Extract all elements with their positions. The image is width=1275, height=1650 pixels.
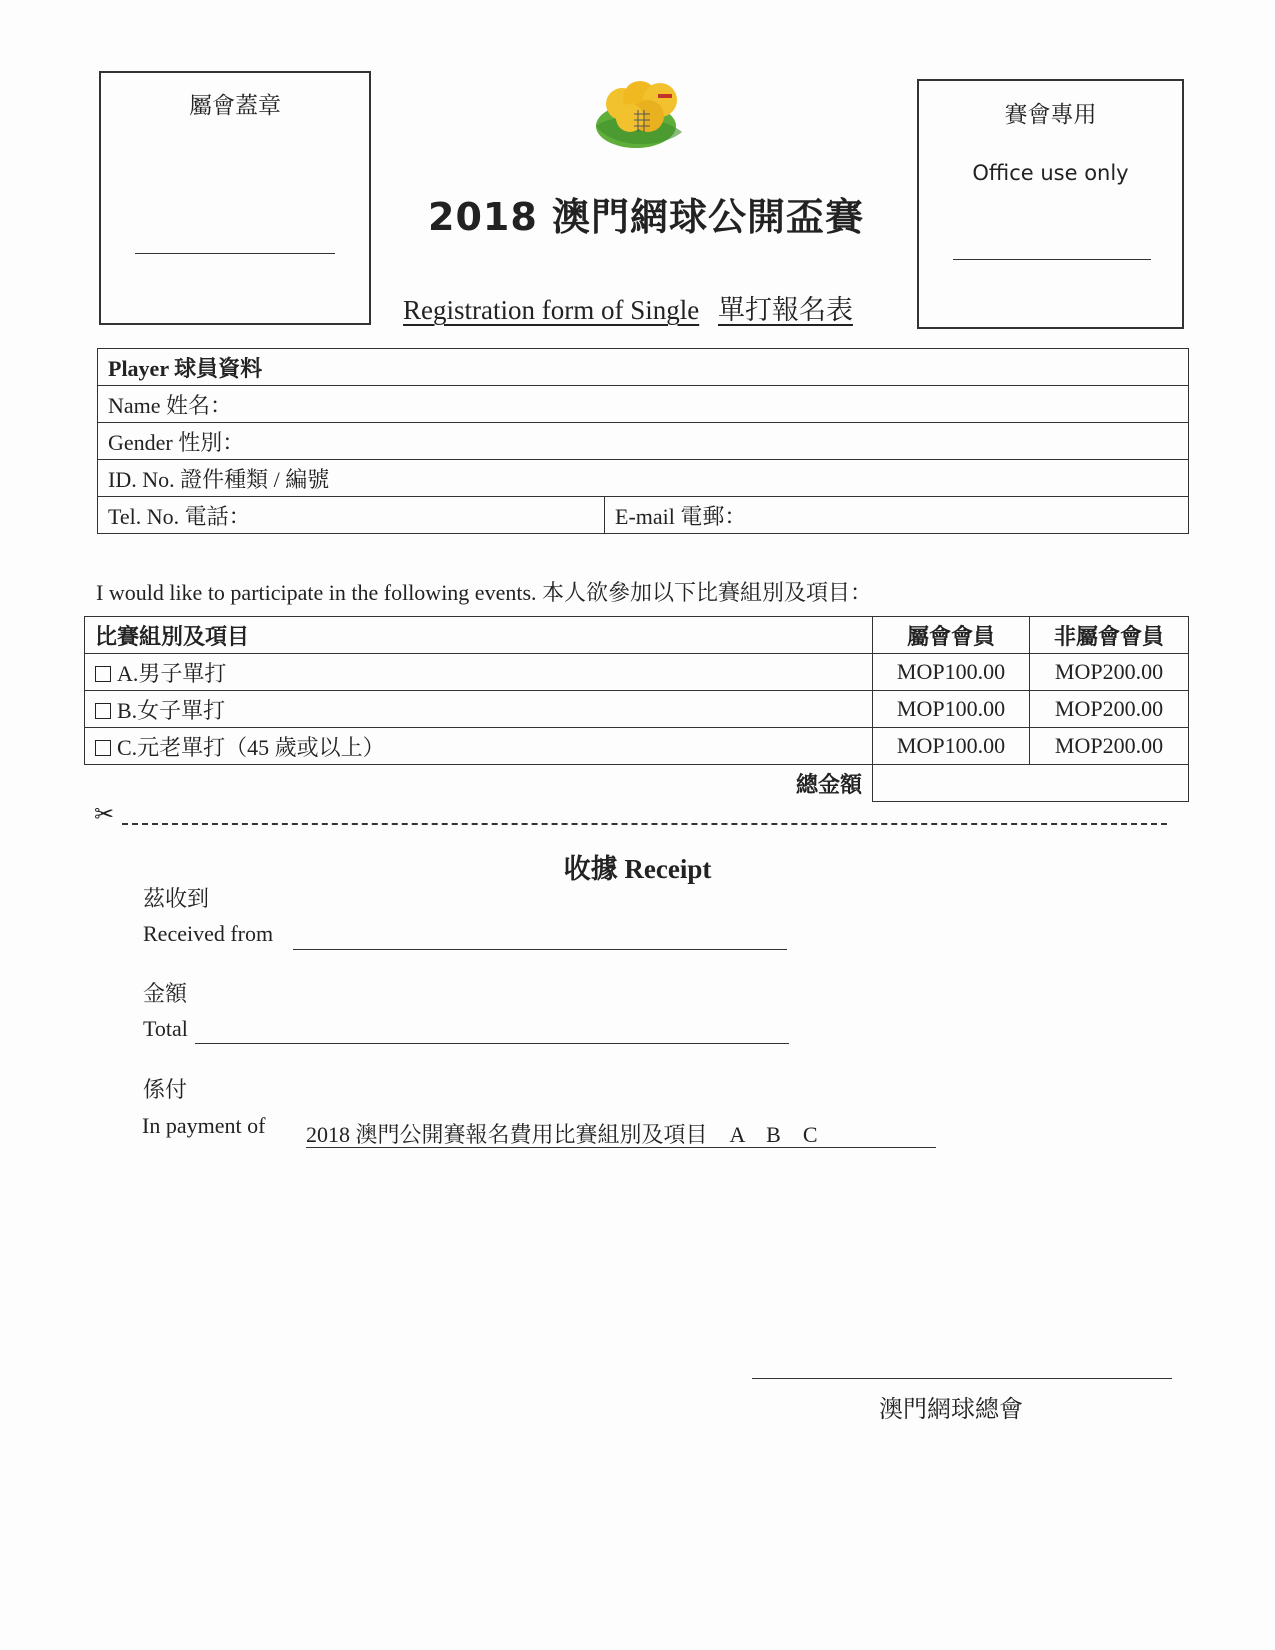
- event-b-checkbox[interactable]: [95, 703, 111, 719]
- cut-line: [122, 823, 1167, 825]
- form-subtitle-zh: 單打報名表: [717, 295, 853, 325]
- total-amount-field[interactable]: [873, 765, 1189, 802]
- gender-field[interactable]: Gender 性別：: [98, 423, 1189, 460]
- table-row: [85, 691, 1189, 728]
- name-field[interactable]: Name 姓名：: [98, 386, 1189, 423]
- received-from-label-zh: 茲收到: [143, 886, 210, 911]
- club-stamp-label: 屬會蓋章: [189, 93, 281, 118]
- total-line[interactable]: [195, 1043, 789, 1044]
- payment-label-zh: 係付: [143, 1077, 188, 1102]
- event-a-checkbox[interactable]: [95, 666, 111, 682]
- total-amount-label: 總金額: [795, 771, 862, 797]
- received-from-line[interactable]: [293, 949, 787, 950]
- form-subtitle: [403, 288, 853, 327]
- event-c-checkbox[interactable]: [95, 740, 111, 756]
- event-c-label: C.元老單打（45 歲或以上）: [117, 734, 385, 760]
- events-header-category: 比賽組別及項目: [85, 617, 873, 654]
- receipt-title: 收據 Receipt: [563, 854, 712, 884]
- table-row: [85, 728, 1189, 765]
- event-b-non-member-fee: MOP200.00: [1030, 691, 1189, 728]
- office-use-signature-line: [953, 259, 1151, 260]
- club-stamp-box: [99, 71, 371, 325]
- player-info-header: Player 球員資料: [98, 349, 1189, 386]
- event-c-non-member-fee: MOP200.00: [1030, 728, 1189, 765]
- event-a-member-fee: MOP100.00: [873, 654, 1030, 691]
- form-subtitle-en: Registration form of Single: [403, 295, 700, 325]
- office-use-box: [917, 79, 1184, 329]
- event-c-member-fee: MOP100.00: [873, 728, 1030, 765]
- total-label-zh: 金額: [143, 981, 188, 1006]
- payment-value: 2018 澳門公開賽報名費用比賽組別及項目 A B C: [306, 1122, 818, 1147]
- id-number-field[interactable]: ID. No. 證件種類 / 編號: [98, 460, 1189, 497]
- tournament-logo: [590, 74, 700, 154]
- event-a-non-member-fee: MOP200.00: [1030, 654, 1189, 691]
- player-info-table: [97, 348, 1189, 534]
- event-a-label: A.男子單打: [117, 660, 227, 686]
- office-use-label-zh: 賽會專用: [1004, 102, 1097, 127]
- email-field[interactable]: E-mail 電郵：: [605, 497, 1189, 534]
- scissors-icon: ✂: [94, 800, 115, 828]
- received-from-label-en: Received from: [143, 921, 274, 946]
- page-title: 2018 澳門網球公開盃賽: [428, 195, 864, 239]
- payment-line: [306, 1147, 936, 1148]
- office-use-label-en: Office use only: [972, 161, 1129, 185]
- total-label-en: Total: [143, 1016, 188, 1041]
- tel-field[interactable]: Tel. No. 電話：: [98, 497, 605, 534]
- events-header-member: 屬會會員: [873, 617, 1030, 654]
- event-b-label: B.女子單打: [117, 697, 226, 723]
- event-b-member-fee: MOP100.00: [873, 691, 1030, 728]
- signature-line: [752, 1378, 1172, 1379]
- events-table: [84, 616, 1189, 802]
- participate-statement: I would like to participate in the following events. 本人欲參加以下比賽組別及項目：: [96, 580, 873, 605]
- payment-label-en: In payment of: [142, 1113, 266, 1138]
- events-header-non-member: 非屬會會員: [1030, 617, 1189, 654]
- signature-organization: 澳門網球總會: [879, 1397, 1023, 1423]
- table-row: [85, 654, 1189, 691]
- club-stamp-signature-line: [135, 253, 335, 254]
